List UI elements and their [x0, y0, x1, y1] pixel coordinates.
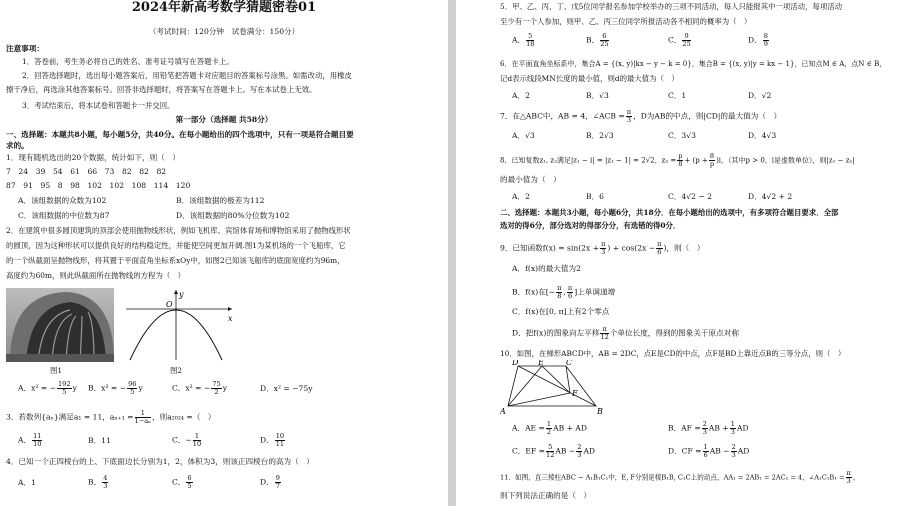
q1-option-d: D．该组数据的80%分位数为102 — [176, 211, 290, 220]
math-fragment — [709, 153, 715, 168]
math-fragment — [186, 475, 192, 490]
q10-d-mid: AB − — [709, 446, 730, 456]
q3-c-den: 10 — [192, 440, 202, 448]
q5-a-pre: A． — [512, 35, 526, 45]
math-fragment — [600, 326, 608, 341]
q3-d-num: 10 — [275, 432, 285, 440]
q2-option-b — [88, 381, 143, 396]
q2-b-post: y — [138, 383, 143, 393]
q10-option-b — [668, 421, 749, 436]
q3-option-b: B．11 — [88, 436, 111, 445]
label-c: C — [566, 360, 573, 367]
q2-a-den: 5 — [62, 388, 67, 396]
q7-stem — [500, 109, 781, 124]
section2-line1: 二、选择题：本题共3小题，每小题6分，共18分．在每小题给出的选项中，有多项符合题目要求．全部 — [500, 208, 839, 217]
label-f: F — [572, 389, 578, 398]
q5-d-num: 8 — [763, 32, 768, 40]
q7-option-c: C．3√3 — [668, 131, 696, 140]
q5-d-pre: D． — [748, 35, 762, 45]
q10-d-den2: 3 — [731, 451, 736, 459]
q4-c-num: 6 — [187, 474, 192, 482]
math-fragment — [703, 444, 709, 459]
q3-d-pre: D． — [260, 435, 274, 445]
math-fragment — [846, 470, 852, 485]
q10-d-num: 1 — [703, 443, 708, 451]
q8-line1-den: 8 — [678, 160, 683, 168]
note-2: 2．回答选择题时，选出每小题答案后，用铅笔把答题卡对应题目的答案标号涂黑。如需改动，用橡皮 — [22, 71, 352, 80]
math-fragment — [682, 33, 690, 48]
q7-stem-num: π — [626, 108, 632, 116]
q10-c-pre: C．EF = — [512, 446, 545, 456]
trapezoid-figure — [500, 360, 610, 418]
hangar-photo — [6, 288, 114, 362]
note-2-cont: 擦干净后，再选涂其他答案标号。回答非选择题时，将答案写在答题卡上。写在本试卷上无效。 — [6, 85, 317, 94]
q10-d-post: AD — [737, 446, 750, 456]
right-page — [456, 0, 900, 506]
q5-b-den: 25 — [600, 40, 609, 48]
origin-label: O — [166, 300, 173, 309]
q3-a-num: 11 — [33, 432, 42, 440]
q10-a-pre: A．AE = — [512, 423, 545, 433]
q9-option-a: A．f(x)的最大值为2 — [512, 264, 581, 273]
q9-d-num: π — [600, 326, 608, 334]
math-fragment — [677, 153, 683, 168]
math-fragment — [526, 33, 534, 48]
q4-c-den: 5 — [187, 482, 192, 490]
x-axis-arrow — [228, 307, 232, 311]
q3-a-pre: A． — [18, 435, 32, 445]
q5-c-num: 9 — [682, 33, 690, 41]
q9-stem-den2: 6 — [657, 248, 662, 256]
q8-line2: 的最小值为（ ） — [500, 175, 561, 184]
q4-d-den: 7 — [275, 482, 280, 490]
q9-option-b — [512, 285, 615, 300]
q1-stem: 1．现有随机选出的20个数据，统计如下，则（ ） — [6, 153, 180, 162]
q8-line1-num2: 8 — [709, 152, 715, 160]
math-fragment — [211, 381, 221, 396]
q2-a-pre: A．x² = − — [18, 383, 56, 393]
q4-option-d — [260, 475, 282, 490]
q10-a-num: 1 — [546, 420, 552, 428]
q10-d-num2: 2 — [731, 443, 736, 451]
q2-b-den: 5 — [130, 388, 135, 396]
q9-b-num2: π — [567, 284, 573, 292]
q10-option-d — [668, 444, 749, 459]
q2-stem-2: 的圆顶，因为这种形状可以提供良好的结构稳定性，并能使空间更加开阔.图1为某机场的一个飞船库，它 — [6, 241, 346, 250]
q9-d-post: 个单位长度，得到的图象关于原点对称 — [609, 328, 739, 338]
q5-b-pre: B． — [586, 35, 600, 45]
q10-d-den: 6 — [703, 451, 708, 459]
q11-line1-num: π — [846, 469, 851, 477]
q9-option-c: C．f(x)在[0, π]上有2个零点 — [512, 307, 610, 316]
q5-a-num: 5 — [526, 33, 534, 41]
math-fragment — [102, 475, 108, 490]
q8-line1-mid: + (p + — [684, 156, 708, 165]
q5-line1: 5．甲、乙、丙、丁、戊5位同学报名参加学校举办的三项不同活动，每人只能报其中一项活动，每项活动 — [500, 2, 842, 11]
q10-option-a — [512, 421, 587, 436]
section1-heading: 一、选择题：本题共8小题，每小题5分，共40分。在每小题给出的四个选项中，只有一项是符合题目要 — [6, 130, 354, 139]
q4-b-num: 4 — [103, 474, 108, 482]
math-fragment — [556, 285, 562, 300]
q2-c-den: 2 — [214, 388, 219, 396]
q9-b-pre: B．f(x)在[− — [512, 287, 556, 297]
part1-heading: 第一部分（选择题 共58分） — [175, 115, 273, 124]
q6-option-d: D．√2 — [748, 91, 772, 100]
q10-b-den: 3 — [702, 428, 707, 436]
exam-info: （考试时间：120分钟 试卷满分：150分） — [148, 27, 300, 36]
q5-option-b — [586, 33, 610, 48]
q3-option-c — [172, 433, 202, 448]
notes-heading: 注意事项： — [6, 44, 44, 53]
q2-option-d: D．x² = −75y — [260, 384, 313, 393]
math-fragment — [193, 433, 201, 448]
q10-a-den: 2 — [546, 428, 552, 436]
q7-stem-den: 3 — [626, 116, 632, 124]
q9-stem-post: )，则（ ） — [663, 243, 705, 253]
q8-line1-den2: p — [709, 160, 715, 168]
q8-line1 — [500, 153, 855, 168]
q2-a-post: y — [72, 383, 77, 393]
q8-option-a: A．2 — [512, 192, 530, 201]
q1-data-row1: 7 24 39 54 61 66 73 82 82 82 — [6, 167, 167, 176]
math-fragment — [546, 421, 552, 436]
q9-b-mid: , — [563, 287, 566, 297]
math-fragment — [600, 241, 606, 256]
q6-line1: 6．在平面直角坐标系中，集合A = {(x, y)|kx − y − k = 0}，集合B = {(x, y)|y = kx − 1}，已知点M ∈ A，点N ∈ B， — [500, 60, 887, 68]
math-fragment — [626, 109, 632, 124]
q10-c-den: 12 — [546, 451, 555, 459]
q3-a-den: 10 — [33, 440, 42, 448]
q10-b-mid: AB + — [708, 423, 729, 433]
segment-ef — [542, 366, 570, 393]
q5-option-d — [748, 33, 770, 48]
q10-option-c — [512, 444, 595, 459]
q10-stem: 10．如图，在梯形ABCD中，AB = 2DC，点E是CD的中点，点F是BD上靠近点B的三等分点，则（ ） — [500, 349, 846, 358]
q9-stem-num: π — [601, 240, 606, 248]
q6-option-a: A．2 — [512, 91, 530, 100]
q10-a-mid: AB + AD — [553, 423, 587, 433]
q6-option-c: C．1 — [668, 91, 687, 100]
q8-option-c: C．4√2 − 2 — [668, 192, 712, 201]
q3-stem-post: ，则a₂₀₂₄ =（ ） — [152, 412, 216, 422]
q4-stem: 4．已知一个正四棱台的上、下底面边长分别为1，2，体积为3，则该正四棱台的高为（ ） — [6, 457, 314, 466]
q10-b-num2: 1 — [730, 420, 735, 428]
q5-option-a — [512, 33, 535, 48]
page-title: 2024年新高考数学猜题密卷01 — [131, 0, 317, 15]
q5-option-c — [668, 33, 692, 48]
q9-d-pre: D．把f(x)的图象向左平移 — [512, 328, 600, 338]
q9-stem-mid: ) + cos(2x − — [607, 243, 656, 253]
q4-c-pre: C． — [172, 477, 186, 487]
q10-b-num: 2 — [702, 420, 707, 428]
q3-c-pre: C．− — [172, 435, 192, 445]
q7-option-b: B．2√3 — [586, 131, 614, 140]
note-1: 1．答卷前，考生务必将自己的姓名、准考证号填写在答题卡上。 — [22, 57, 234, 66]
math-fragment — [57, 381, 72, 396]
parabola-figure — [122, 288, 234, 362]
q11-line1-den: 3 — [846, 477, 851, 485]
q9-d-den: 12 — [600, 333, 609, 341]
q8-option-b: B．6 — [586, 192, 605, 201]
label-b: B — [597, 407, 603, 416]
q10-b-pre: B．AF = — [668, 423, 701, 433]
q2-b-pre: B．x² = − — [88, 383, 127, 393]
q7-stem-pre: 7．在△ABC中，AB = 4，∠ACB = — [500, 111, 625, 121]
q1-option-b: B．该组数据的极差为112 — [176, 196, 265, 205]
q8-line1-num: p — [678, 152, 683, 160]
q10-c-post: AD — [583, 446, 596, 456]
label-d: D — [512, 360, 519, 367]
q8-option-d: D．4√2 + 2 — [748, 192, 793, 201]
y-axis-label: y — [179, 290, 184, 299]
q9-stem — [500, 241, 704, 256]
y-axis-arrow — [174, 290, 178, 294]
q5-c-pre: C． — [668, 35, 682, 45]
q3-option-d — [260, 433, 286, 448]
q6-line2: 记d表示线段MN长度的最小值，则d的最大值为（ ） — [500, 74, 679, 83]
q4-option-c — [172, 475, 194, 490]
math-fragment — [275, 433, 285, 448]
q11-line1-post: ， — [852, 473, 860, 482]
q10-c-num2: 2 — [577, 443, 582, 451]
q1-data-row2: 87 91 95 8 98 102 102 108 114 120 — [6, 181, 191, 190]
x-axis-label: x — [228, 314, 233, 323]
q10-d-pre: D．CF = — [668, 446, 702, 456]
q2-stem-1: 2．在建筑中很多圆顶建筑的顶部会使用抛物线形状，例如飞机库、宾馆体育场和博物馆采用了抛物线形状 — [6, 226, 351, 235]
q11-line1 — [500, 470, 859, 485]
q8-line1-pre: 8．已知复数z₁, z₂满足|z₁ − i| = |z₁ − 1| = 2√2，z₂ = — [500, 156, 677, 165]
q7-option-d: D．4√3 — [748, 131, 777, 140]
trapezoid-outline — [508, 366, 596, 406]
math-fragment — [546, 444, 554, 459]
math-fragment — [275, 475, 281, 490]
q3-option-a — [18, 433, 43, 448]
label-a: A — [500, 407, 506, 416]
q1-option-a: A．该组数据的众数为102 — [18, 196, 107, 205]
label-e: E — [538, 360, 544, 367]
q10-c-den2: 3 — [577, 451, 582, 459]
q10-c-num: 5 — [546, 444, 554, 452]
q3-stem-pre: 3．若数列{aₙ}满足a₁ = 11，aₙ₊₁ = — [6, 412, 134, 422]
q9-stem-den: 3 — [601, 248, 606, 256]
section2-line2: 选对的得6分，部分选对的得部分分，有选错的得0分． — [500, 221, 681, 230]
q10-c-mid: AB − — [555, 446, 576, 456]
q4-d-num: 9 — [275, 474, 280, 482]
figure-2-caption: 图2 — [170, 366, 183, 375]
q5-c-den: 25 — [682, 40, 691, 48]
q11-line1-pre: 11．如图，直三棱柱ABC − A₁B₁C₁中，E, F分别是棱B₁B, C₁C上的动点，AA₁ = 2AB₁ = 2AC₁ = 4，∠A₁C₁B₁ = — [500, 473, 845, 482]
q2-stem-3: 的一个纵截面呈抛物线形，将其置于平面直角坐标系xOy中，如图2已知该飞船库的底面宽度约为96m， — [6, 256, 345, 265]
left-page — [0, 0, 448, 506]
q2-option-c — [172, 381, 227, 396]
q2-b-num: 96 — [128, 380, 137, 388]
q2-option-a — [18, 381, 77, 396]
q4-d-pre: D． — [260, 477, 274, 487]
q2-c-post: y — [222, 383, 227, 393]
q4-option-a: A．1 — [18, 478, 36, 487]
math-fragment — [508, 366, 596, 406]
q7-stem-post: ，D为AB的中点，则|CD|的最大值为（ ） — [633, 111, 782, 121]
q3-c-num: 1 — [193, 433, 201, 441]
segment-db — [518, 366, 596, 406]
q5-a-den: 18 — [526, 40, 535, 48]
q6-option-b: B．√3 — [586, 91, 609, 100]
q3-stem — [6, 410, 216, 425]
q11-line2: 则下列说法正确的是（ ） — [500, 491, 592, 500]
q5-b-num: 6 — [600, 33, 608, 41]
q9-stem-pre: 9．已知函数f(x) = sin(2x + — [500, 243, 600, 253]
q4-b-pre: B． — [88, 477, 102, 487]
q9-option-d — [512, 326, 739, 341]
q10-b-post: AD — [736, 423, 749, 433]
q8-line1-post: )i，（其中p > 0，i是虚数单位），则|z₁ − z₂| — [716, 156, 855, 165]
math-fragment — [32, 433, 42, 448]
q9-b-den2: 6 — [567, 292, 573, 300]
math-fragment — [731, 444, 737, 459]
note-3: 3．考试结束后，将本试卷和答题卡一并交回。 — [22, 101, 175, 110]
math-fragment — [600, 33, 608, 48]
math-fragment — [567, 285, 573, 300]
math-fragment — [127, 381, 137, 396]
q2-c-pre: C．x² = − — [172, 383, 211, 393]
math-fragment — [730, 421, 736, 436]
q5-line2: 至少有一个人参加，则甲、乙、丙三位同学所报活动各不相同的概率为（ ） — [500, 17, 752, 26]
q2-a-num: 192 — [57, 380, 71, 388]
q9-stem-num2: π — [657, 240, 662, 248]
q3-d-den: 11 — [275, 440, 285, 448]
math-fragment — [656, 241, 662, 256]
math-fragment — [763, 33, 769, 48]
q7-option-a: A．√3 — [512, 131, 535, 140]
q4-b-den: 3 — [103, 482, 108, 490]
q9-b-den: 8 — [557, 292, 562, 300]
q1-option-c: C．该组数据的中位数为87 — [18, 211, 110, 220]
q3-stem-num: 1 — [135, 410, 152, 418]
figure-1-caption: 图1 — [50, 366, 63, 375]
math-fragment — [702, 421, 708, 436]
q5-d-den: 9 — [763, 40, 768, 48]
q2-stem-4: 高度约为60m，则此纵截面所在抛物线的方程为（ ） — [6, 271, 186, 280]
math-fragment — [576, 444, 582, 459]
section1-heading-cont: 求的。 — [6, 141, 29, 150]
q10-b-den2: 3 — [730, 428, 735, 436]
q9-b-post: ]上单调递增 — [574, 287, 616, 297]
q3-stem-den: 1−aₙ — [134, 417, 152, 425]
page-gap — [448, 0, 456, 506]
math-fragment — [6, 354, 114, 362]
q2-c-num: 75 — [212, 380, 221, 388]
math-fragment — [135, 410, 152, 425]
q9-b-num: π — [557, 284, 562, 292]
q4-option-b — [88, 475, 109, 490]
